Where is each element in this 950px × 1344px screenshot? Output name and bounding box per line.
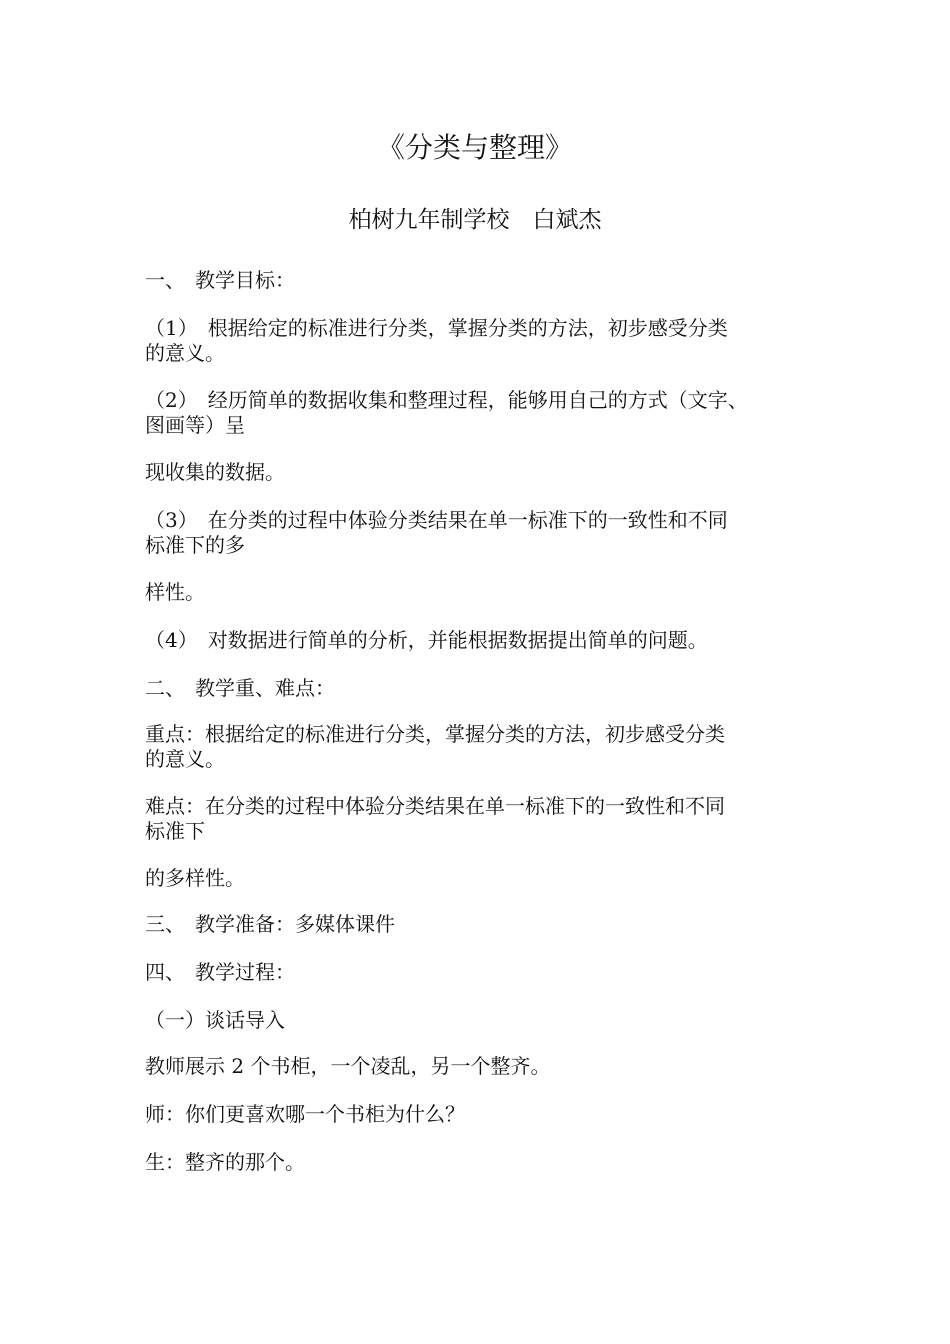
section-heading-objectives: 一、 教学目标： <box>145 268 295 292</box>
objective-3: （3） 在分类的过程中体验分类结果在单一标准下的一致性和不同 标准下的多 <box>145 508 728 557</box>
process-line-teacher-shows: 教师展示 2 个书柜，一个凌乱，另一个整齐。 <box>145 1054 551 1078</box>
section-heading-process: 四、 教学过程： <box>145 960 295 984</box>
section-heading-preparation: 三、 教学准备：多媒体课件 <box>145 912 395 936</box>
document-author: 柏树九年制学校 白斌杰 <box>348 207 602 233</box>
key-point: 重点：根据给定的标准进行分类，掌握分类的方法，初步感受分类 的意义。 <box>145 722 725 771</box>
section-heading-key-points: 二、 教学重、难点： <box>145 676 335 700</box>
difficult-point: 难点：在分类的过程中体验分类结果在单一标准下的一致性和不同 标准下 <box>145 794 725 843</box>
objective-1: （1） 根据给定的标准进行分类，掌握分类的方法，初步感受分类 的意义。 <box>145 316 728 365</box>
process-line-teacher-asks: 师：你们更喜欢哪一个书柜为什么？ <box>145 1102 465 1126</box>
objective-2-continued: 现收集的数据。 <box>145 460 285 484</box>
document-title: 《分类与整理》 <box>376 131 573 164</box>
subsection-heading-intro: （一）谈话导入 <box>145 1008 285 1032</box>
objective-4: （4） 对数据进行简单的分析，并能根据数据提出简单的问题。 <box>145 628 708 652</box>
difficult-point-continued: 的多样性。 <box>145 866 245 890</box>
process-line-student-answers: 生：整齐的那个。 <box>145 1150 305 1174</box>
objective-2: （2） 经历简单的数据收集和整理过程，能够用自己的方式（文字、 图画等）呈 <box>145 388 748 437</box>
objective-3-continued: 样性。 <box>145 580 205 604</box>
